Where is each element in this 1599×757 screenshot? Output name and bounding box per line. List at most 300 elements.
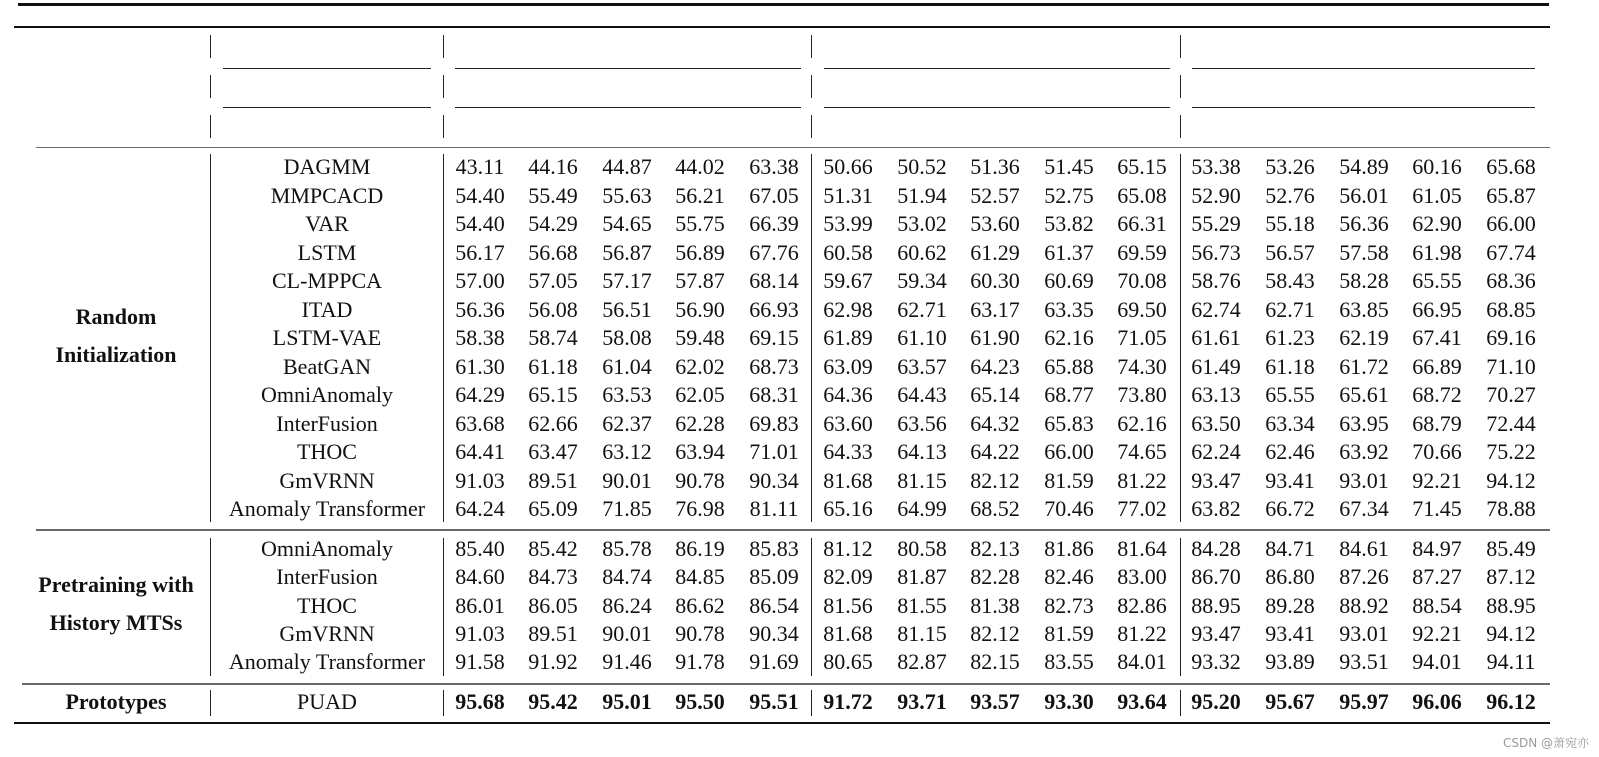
score-cell: 88.54 xyxy=(1412,593,1462,618)
score-cell: 66.39 xyxy=(749,211,799,236)
body-column-divider xyxy=(811,538,812,676)
score-cell: 65.55 xyxy=(1412,268,1462,293)
score-cell: 51.94 xyxy=(897,182,947,208)
score-cell: 64.32 xyxy=(970,410,1020,436)
score-cell: 67.76 xyxy=(749,239,799,265)
score-cell: 68.31 xyxy=(749,382,799,407)
score-cell: 67.74 xyxy=(1486,239,1536,265)
score-cell: 64.41 xyxy=(455,439,505,464)
score-cell: 65.55 xyxy=(1265,382,1315,407)
score-cell: 57.00 xyxy=(455,268,505,293)
method-name: OmniAnomaly xyxy=(261,536,393,561)
method-name: THOC xyxy=(297,439,357,464)
score-cell: 63.35 xyxy=(1044,296,1094,322)
score-cell: 95.01 xyxy=(602,689,652,714)
score-cell: 60.58 xyxy=(823,239,873,265)
score-cell: 70.66 xyxy=(1412,439,1462,464)
score-cell: 57.58 xyxy=(1339,239,1389,265)
score-cell: 81.55 xyxy=(897,593,947,618)
score-cell: 56.51 xyxy=(602,296,652,322)
score-cell: 91.46 xyxy=(602,649,652,674)
score-cell: 86.80 xyxy=(1265,564,1315,589)
score-cell: 57.87 xyxy=(675,268,725,293)
method-name: PUAD xyxy=(297,689,357,714)
score-cell: 82.12 xyxy=(970,621,1020,646)
score-cell: 63.60 xyxy=(823,410,873,436)
score-cell: 93.41 xyxy=(1265,467,1315,493)
score-cell: 92.21 xyxy=(1412,621,1462,646)
score-cell: 58.28 xyxy=(1339,268,1389,293)
score-cell: 59.34 xyxy=(897,268,947,293)
score-cell: 66.95 xyxy=(1412,296,1462,322)
score-cell: 51.31 xyxy=(823,182,873,208)
body-column-divider xyxy=(1180,538,1181,676)
score-cell: 69.16 xyxy=(1486,325,1536,350)
score-cell: 63.17 xyxy=(970,296,1020,322)
score-cell: 63.82 xyxy=(1191,496,1241,521)
score-cell: 66.72 xyxy=(1265,496,1315,521)
score-cell: 63.57 xyxy=(897,353,947,379)
score-cell: 93.30 xyxy=(1044,689,1094,714)
score-cell: 85.40 xyxy=(455,536,505,561)
score-cell: 62.46 xyxy=(1265,439,1315,464)
score-cell: 55.49 xyxy=(528,182,578,208)
score-cell: 61.04 xyxy=(602,353,652,379)
score-cell: 90.34 xyxy=(749,467,799,493)
score-cell: 61.72 xyxy=(1339,353,1389,379)
score-cell: 61.29 xyxy=(970,239,1020,265)
header-column-divider xyxy=(811,75,812,98)
score-cell: 43.11 xyxy=(455,154,505,179)
score-cell: 54.65 xyxy=(602,211,652,236)
method-name: VAR xyxy=(305,211,349,236)
score-cell: 64.99 xyxy=(897,496,947,521)
score-cell: 85.42 xyxy=(528,536,578,561)
score-cell: 68.14 xyxy=(749,268,799,293)
score-cell: 81.56 xyxy=(823,593,873,618)
score-cell: 56.01 xyxy=(1339,182,1389,208)
group-label xyxy=(55,298,176,374)
score-cell: 69.15 xyxy=(749,325,799,350)
bottom-rule xyxy=(14,722,1550,724)
score-cell: 57.05 xyxy=(528,268,578,293)
group2-bottom-rule xyxy=(22,683,1550,685)
score-cell: 89.51 xyxy=(528,621,578,646)
score-cell: 65.15 xyxy=(528,382,578,407)
score-cell: 82.86 xyxy=(1117,593,1167,618)
score-cell: 61.61 xyxy=(1191,325,1241,350)
score-cell: 91.78 xyxy=(675,649,725,674)
score-cell: 64.33 xyxy=(823,439,873,464)
score-cell: 74.65 xyxy=(1117,439,1167,464)
score-cell: 82.15 xyxy=(970,649,1020,674)
score-cell: 68.52 xyxy=(970,496,1020,521)
score-cell: 61.23 xyxy=(1265,325,1315,350)
score-cell: 55.63 xyxy=(602,182,652,208)
score-cell: 61.49 xyxy=(1191,353,1241,379)
score-cell: 81.68 xyxy=(823,467,873,493)
score-cell: 54.40 xyxy=(455,211,505,236)
score-cell: 82.12 xyxy=(970,467,1020,493)
method-name: GmVRNN xyxy=(279,467,375,493)
method-name: DAGMM xyxy=(283,154,371,179)
score-cell: 93.01 xyxy=(1339,621,1389,646)
score-cell: 56.17 xyxy=(455,239,505,265)
score-cell: 95.20 xyxy=(1191,689,1241,714)
score-cell: 84.60 xyxy=(455,564,505,589)
group1-bottom-rule xyxy=(36,529,1550,531)
score-cell: 65.83 xyxy=(1044,410,1094,436)
score-cell: 63.53 xyxy=(602,382,652,407)
score-cell: 85.78 xyxy=(602,536,652,561)
header-column-divider xyxy=(1180,75,1181,98)
score-cell: 64.13 xyxy=(897,439,947,464)
header-sub-rule xyxy=(1192,107,1535,108)
score-cell: 83.00 xyxy=(1117,564,1167,589)
score-cell: 58.08 xyxy=(602,325,652,350)
score-cell: 94.12 xyxy=(1486,621,1536,646)
body-column-divider xyxy=(1180,154,1181,522)
score-cell: 81.59 xyxy=(1044,621,1094,646)
score-cell: 64.29 xyxy=(455,382,505,407)
header-column-divider xyxy=(210,35,211,58)
score-cell: 63.94 xyxy=(675,439,725,464)
score-cell: 95.51 xyxy=(749,689,799,714)
score-cell: 58.43 xyxy=(1265,268,1315,293)
score-cell: 63.12 xyxy=(602,439,652,464)
score-cell: 62.28 xyxy=(675,410,725,436)
score-cell: 91.58 xyxy=(455,649,505,674)
score-cell: 84.74 xyxy=(602,564,652,589)
method-name: GmVRNN xyxy=(279,621,375,646)
score-cell: 71.85 xyxy=(602,496,652,521)
score-cell: 81.15 xyxy=(897,621,947,646)
score-cell: 69.83 xyxy=(749,410,799,436)
group-label-line: History MTSs xyxy=(49,610,183,635)
score-cell: 71.10 xyxy=(1486,353,1536,379)
score-cell: 61.30 xyxy=(455,353,505,379)
score-cell: 87.27 xyxy=(1412,564,1462,589)
score-cell: 92.21 xyxy=(1412,467,1462,493)
score-cell: 88.95 xyxy=(1191,593,1241,618)
score-cell: 61.05 xyxy=(1412,182,1462,208)
score-cell: 44.16 xyxy=(528,154,578,179)
score-cell: 60.69 xyxy=(1044,268,1094,293)
score-cell: 75.22 xyxy=(1486,439,1536,464)
body-column-divider xyxy=(811,154,812,522)
score-cell: 62.37 xyxy=(602,410,652,436)
body-column-divider xyxy=(210,538,211,676)
score-cell: 82.28 xyxy=(970,564,1020,589)
method-name: ITAD xyxy=(301,296,353,322)
score-cell: 62.16 xyxy=(1044,325,1094,350)
score-cell: 44.87 xyxy=(602,154,652,179)
score-cell: 61.37 xyxy=(1044,239,1094,265)
method-name: CL-MPPCA xyxy=(271,268,383,293)
score-cell: 68.79 xyxy=(1412,410,1462,436)
score-cell: 63.56 xyxy=(897,410,947,436)
header-sub-rule xyxy=(1192,68,1535,69)
score-cell: 70.08 xyxy=(1117,268,1167,293)
score-cell: 93.01 xyxy=(1339,467,1389,493)
score-cell: 62.24 xyxy=(1191,439,1241,464)
score-cell: 56.08 xyxy=(528,296,578,322)
score-cell: 69.50 xyxy=(1117,296,1167,322)
score-cell: 80.58 xyxy=(897,536,947,561)
score-cell: 68.36 xyxy=(1486,268,1536,293)
score-cell: 81.38 xyxy=(970,593,1020,618)
score-cell: 93.47 xyxy=(1191,467,1241,493)
score-cell: 86.54 xyxy=(749,593,799,618)
score-cell: 65.15 xyxy=(1117,154,1167,179)
score-cell: 93.64 xyxy=(1117,689,1167,714)
score-cell: 95.67 xyxy=(1265,689,1315,714)
body-column-divider xyxy=(443,690,444,716)
group-label-line: Random xyxy=(75,304,157,329)
score-cell: 74.30 xyxy=(1117,353,1167,379)
score-cell: 86.70 xyxy=(1191,564,1241,589)
score-cell: 84.97 xyxy=(1412,536,1462,561)
score-cell: 87.26 xyxy=(1339,564,1389,589)
score-cell: 82.73 xyxy=(1044,593,1094,618)
score-cell: 65.09 xyxy=(528,496,578,521)
method-name: Anomaly Transformer xyxy=(228,496,426,521)
score-cell: 95.42 xyxy=(528,689,578,714)
score-cell: 62.02 xyxy=(675,353,725,379)
method-name: OmniAnomaly xyxy=(261,382,393,407)
score-cell: 84.73 xyxy=(528,564,578,589)
score-cell: 61.98 xyxy=(1412,239,1462,265)
score-cell: 76.98 xyxy=(675,496,725,521)
score-cell: 65.16 xyxy=(823,496,873,521)
score-cell: 64.36 xyxy=(823,382,873,407)
score-cell: 64.24 xyxy=(455,496,505,521)
score-cell: 56.90 xyxy=(675,296,725,322)
score-cell: 61.90 xyxy=(970,325,1020,350)
header-column-divider xyxy=(443,115,444,138)
score-cell: 90.78 xyxy=(675,621,725,646)
score-cell: 93.32 xyxy=(1191,649,1241,674)
header-sub-rule xyxy=(824,68,1170,69)
header-bottom-rule xyxy=(36,147,1550,148)
score-cell: 54.29 xyxy=(528,211,578,236)
score-cell: 90.01 xyxy=(602,467,652,493)
score-cell: 84.85 xyxy=(675,564,725,589)
method-name: InterFusion xyxy=(276,564,378,589)
header-column-divider xyxy=(1180,115,1181,138)
score-cell: 51.45 xyxy=(1044,154,1094,179)
score-cell: 54.89 xyxy=(1339,154,1389,179)
score-cell: 67.34 xyxy=(1339,496,1389,521)
score-cell: 96.06 xyxy=(1412,689,1462,714)
score-cell: 53.02 xyxy=(897,211,947,236)
score-cell: 52.90 xyxy=(1191,182,1241,208)
score-cell: 63.92 xyxy=(1339,439,1389,464)
method-name: THOC xyxy=(297,593,357,618)
score-cell: 81.15 xyxy=(897,467,947,493)
top-rule xyxy=(18,3,1549,6)
score-cell: 62.16 xyxy=(1117,410,1167,436)
score-cell: 53.60 xyxy=(970,211,1020,236)
score-cell: 63.13 xyxy=(1191,382,1241,407)
score-cell: 50.52 xyxy=(897,154,947,179)
score-cell: 70.27 xyxy=(1486,382,1536,407)
score-cell: 81.22 xyxy=(1117,467,1167,493)
score-cell: 95.97 xyxy=(1339,689,1389,714)
score-cell: 82.09 xyxy=(823,564,873,589)
score-cell: 95.50 xyxy=(675,689,725,714)
score-cell: 93.57 xyxy=(970,689,1020,714)
score-cell: 63.50 xyxy=(1191,410,1241,436)
method-name: LSTM xyxy=(297,239,357,265)
score-cell: 55.29 xyxy=(1191,211,1241,236)
header-column-divider xyxy=(443,35,444,58)
score-cell: 93.51 xyxy=(1339,649,1389,674)
header-column-divider xyxy=(210,75,211,98)
score-cell: 91.92 xyxy=(528,649,578,674)
score-cell: 63.09 xyxy=(823,353,873,379)
score-cell: 69.59 xyxy=(1117,239,1167,265)
score-cell: 62.19 xyxy=(1339,325,1389,350)
score-cell: 62.74 xyxy=(1191,296,1241,322)
method-name: MMPCACD xyxy=(270,182,384,208)
score-cell: 53.99 xyxy=(823,211,873,236)
watermark: CSDN @萧宛亦 xyxy=(1502,736,1589,750)
score-cell: 65.88 xyxy=(1044,353,1094,379)
header-sub-rule xyxy=(223,68,431,69)
header-sub-rule xyxy=(223,107,431,108)
body-column-divider xyxy=(443,538,444,676)
score-cell: 58.76 xyxy=(1191,268,1241,293)
score-cell: 71.01 xyxy=(749,439,799,464)
score-cell: 77.02 xyxy=(1117,496,1167,521)
score-cell: 60.16 xyxy=(1412,154,1462,179)
score-cell: 63.95 xyxy=(1339,410,1389,436)
score-cell: 56.21 xyxy=(675,182,725,208)
score-cell: 63.85 xyxy=(1339,296,1389,322)
score-cell: 64.23 xyxy=(970,353,1020,379)
header-column-divider xyxy=(443,75,444,98)
score-cell: 96.12 xyxy=(1486,689,1536,714)
method-name: Anomaly Transformer xyxy=(228,649,426,674)
header-top-rule xyxy=(14,26,1550,28)
score-cell: 68.77 xyxy=(1044,382,1094,407)
score-cell: 93.89 xyxy=(1265,649,1315,674)
score-cell: 80.65 xyxy=(823,649,873,674)
score-cell: 53.82 xyxy=(1044,211,1094,236)
score-cell: 61.18 xyxy=(528,353,578,379)
method-name: LSTM-VAE xyxy=(272,325,382,350)
score-cell: 63.38 xyxy=(749,154,799,179)
group-label-line: Prototypes xyxy=(65,689,167,714)
body-column-divider xyxy=(210,690,211,716)
score-cell: 63.34 xyxy=(1265,410,1315,436)
header-sub-rule xyxy=(824,107,1170,108)
header-column-divider xyxy=(811,115,812,138)
score-cell: 81.59 xyxy=(1044,467,1094,493)
header-column-divider xyxy=(811,35,812,58)
score-cell: 81.68 xyxy=(823,621,873,646)
score-cell: 61.89 xyxy=(823,325,873,350)
score-cell: 66.00 xyxy=(1486,211,1536,236)
score-cell: 50.66 xyxy=(823,154,873,179)
score-cell: 65.61 xyxy=(1339,382,1389,407)
score-cell: 82.13 xyxy=(970,536,1020,561)
score-cell: 71.05 xyxy=(1117,325,1167,350)
header-sub-rule xyxy=(455,107,801,108)
score-cell: 57.17 xyxy=(602,268,652,293)
score-cell: 89.28 xyxy=(1265,593,1315,618)
method-name: InterFusion xyxy=(276,410,378,436)
score-cell: 60.30 xyxy=(970,268,1020,293)
score-cell: 67.05 xyxy=(749,182,799,208)
score-cell: 62.66 xyxy=(528,410,578,436)
score-cell: 56.89 xyxy=(675,239,725,265)
score-cell: 67.41 xyxy=(1412,325,1462,350)
score-cell: 82.46 xyxy=(1044,564,1094,589)
score-cell: 70.46 xyxy=(1044,496,1094,521)
score-cell: 90.01 xyxy=(602,621,652,646)
score-cell: 56.36 xyxy=(455,296,505,322)
score-cell: 68.73 xyxy=(749,353,799,379)
score-cell: 59.67 xyxy=(823,268,873,293)
score-cell: 54.40 xyxy=(455,182,505,208)
score-cell: 81.22 xyxy=(1117,621,1167,646)
score-cell: 90.78 xyxy=(675,467,725,493)
score-cell: 91.72 xyxy=(823,689,873,714)
score-cell: 62.90 xyxy=(1412,211,1462,236)
score-cell: 63.47 xyxy=(528,439,578,464)
score-cell: 81.12 xyxy=(823,536,873,561)
score-cell: 59.48 xyxy=(675,325,725,350)
score-cell: 94.12 xyxy=(1486,467,1536,493)
score-cell: 73.80 xyxy=(1117,382,1167,407)
score-cell: 81.11 xyxy=(749,496,799,521)
body-column-divider xyxy=(210,154,211,522)
score-cell: 56.57 xyxy=(1265,239,1315,265)
score-cell: 52.57 xyxy=(970,182,1020,208)
score-cell: 52.75 xyxy=(1044,182,1094,208)
score-cell: 52.76 xyxy=(1265,182,1315,208)
score-cell: 78.88 xyxy=(1486,496,1536,521)
score-cell: 72.44 xyxy=(1486,410,1536,436)
score-cell: 62.05 xyxy=(675,382,725,407)
score-cell: 60.62 xyxy=(897,239,947,265)
score-cell: 85.83 xyxy=(749,536,799,561)
group-label xyxy=(38,566,193,642)
score-cell: 84.71 xyxy=(1265,536,1315,561)
score-cell: 63.68 xyxy=(455,410,505,436)
score-cell: 88.95 xyxy=(1486,593,1536,618)
score-cell: 86.05 xyxy=(528,593,578,618)
score-cell: 62.71 xyxy=(1265,296,1315,322)
score-cell: 86.24 xyxy=(602,593,652,618)
group-label-line: Pretraining with xyxy=(38,572,194,597)
score-cell: 84.01 xyxy=(1117,649,1167,674)
header-sub-rule xyxy=(455,68,801,69)
score-cell: 53.26 xyxy=(1265,154,1315,179)
score-cell: 90.34 xyxy=(749,621,799,646)
score-cell: 62.71 xyxy=(897,296,947,322)
score-cell: 95.68 xyxy=(455,689,505,714)
score-cell: 86.01 xyxy=(455,593,505,618)
score-cell: 81.87 xyxy=(897,564,947,589)
score-cell: 86.62 xyxy=(675,593,725,618)
score-cell: 86.19 xyxy=(675,536,725,561)
score-cell: 65.14 xyxy=(970,382,1020,407)
score-cell: 88.92 xyxy=(1339,593,1389,618)
score-cell: 71.45 xyxy=(1412,496,1462,521)
